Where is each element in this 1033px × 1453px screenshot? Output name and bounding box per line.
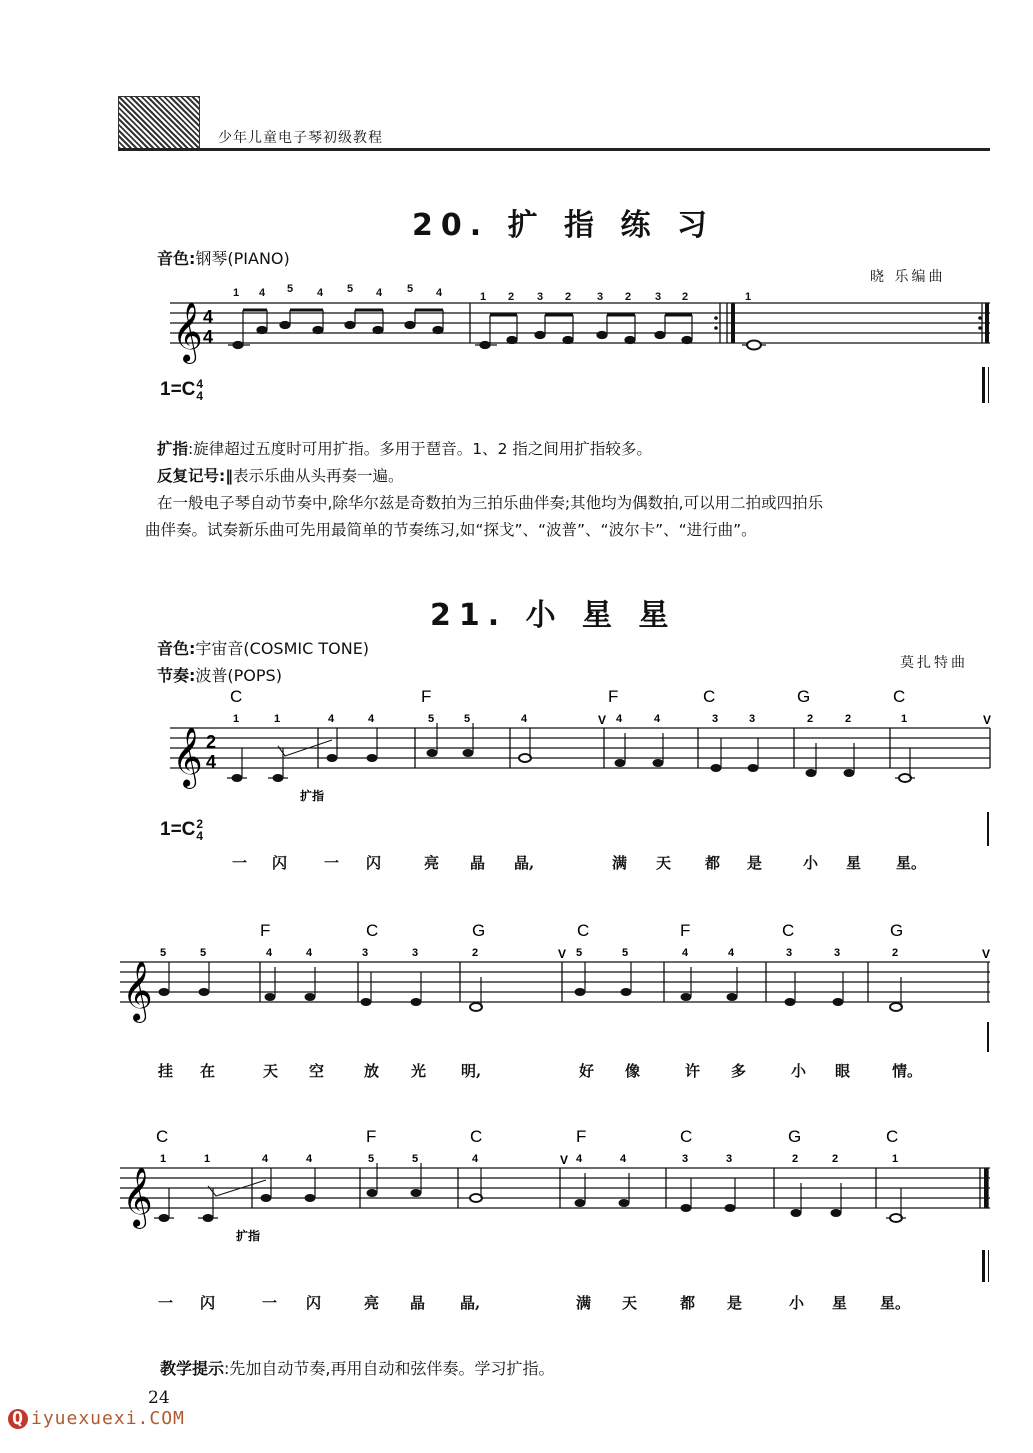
lyric-syllable: 天: [656, 854, 672, 872]
fingering: 5: [622, 947, 629, 959]
lyric-syllable: 像: [625, 1062, 641, 1080]
lyric-syllable: 天: [263, 1062, 279, 1080]
chord-symbol: F: [608, 687, 619, 706]
chord-symbol: C: [782, 921, 795, 940]
section20-key: [160, 378, 203, 402]
fingering: 1: [892, 1153, 899, 1165]
note-head: [615, 759, 626, 767]
section20-title: 20. 扩 指 练 习: [412, 208, 715, 243]
final-barline-thin: [988, 367, 989, 403]
paragraph-line: 曲伴奏。试奏新乐曲可先用最简单的节奏练习,如“探戈”、“波普”、“波尔卡”、“进行曲”。: [145, 521, 757, 539]
voice-value: 宇宙音(COSMIC TONE): [195, 639, 370, 658]
note-head: [791, 1209, 802, 1217]
note-head: [159, 1214, 170, 1222]
lyric-syllable: 晶: [470, 854, 486, 872]
lyric-syllable: 是: [727, 1294, 743, 1312]
fingering: 1: [745, 291, 752, 303]
chord-symbol: F: [421, 687, 432, 706]
fingering: 1: [480, 291, 487, 303]
time-sig-bottom: 4: [203, 327, 214, 347]
fingering: 5: [160, 947, 167, 959]
lyric-syllable: 多: [731, 1062, 747, 1080]
fingering: 1: [274, 713, 281, 725]
key-time-den: 4: [196, 829, 204, 843]
note-head: [575, 1199, 586, 1207]
fingering: 1: [901, 713, 908, 725]
header-title: 少年儿童电子琴初级教程: [218, 130, 383, 146]
chord-symbol: C: [886, 1127, 899, 1146]
fingering: 3: [597, 291, 604, 303]
chord-symbol: G: [788, 1127, 802, 1146]
fingering: 5: [412, 1153, 419, 1165]
section21-rhythm: [157, 663, 282, 686]
teaching-tip: [160, 1356, 555, 1379]
tip-label: 教学提示: [160, 1359, 225, 1378]
lyric-syllable: 小: [791, 1062, 807, 1080]
note-head: [273, 774, 284, 782]
staff-lines: [120, 1168, 990, 1208]
breath-mark-icon: V: [982, 947, 991, 961]
lyric-syllable: 星: [832, 1294, 848, 1312]
fingering: 1: [233, 713, 240, 725]
staff-lines: [170, 728, 990, 768]
note-head: [305, 993, 316, 1001]
fingering: 1: [233, 287, 240, 299]
breath-mark-icon: V: [983, 713, 992, 727]
section20-composer: 晓 乐编曲: [870, 269, 946, 285]
lyric-syllable: 闪: [272, 854, 288, 872]
note-head: [265, 993, 276, 1001]
fingering: 4: [620, 1153, 627, 1165]
page-number: 24: [148, 1388, 170, 1408]
time-sig-bottom: 4: [206, 752, 217, 772]
fingering: 2: [565, 291, 572, 303]
fingering: 3: [726, 1153, 733, 1165]
fingering: 5: [407, 283, 414, 295]
time-sig-top: 2: [206, 732, 217, 752]
fingering: 4: [368, 713, 375, 725]
fingering: 2: [807, 713, 814, 725]
note-head: [470, 1003, 482, 1011]
chord-symbol: C: [577, 921, 590, 940]
note-head: [199, 988, 210, 996]
fingering: 5: [464, 713, 471, 725]
fingering: 2: [832, 1153, 839, 1165]
lyric-syllable: 好: [579, 1062, 595, 1080]
fingering: 2: [892, 947, 899, 959]
final-barline-thin: [988, 1250, 989, 1282]
lyric-syllable: 一: [232, 854, 248, 872]
lyric-syllable: 满: [612, 854, 628, 872]
fingering: 4: [576, 1153, 583, 1165]
lyrics-line2: [0, 1060, 1033, 1082]
paragraph-line: 在一般电子琴自动节奏中,除华尔兹是奇数拍为三拍乐曲伴奏;其他均为偶数拍,可以用二拍或四拍乐: [157, 494, 824, 512]
chord-symbol: C: [703, 687, 716, 706]
section21-staff-line2: [120, 922, 995, 1022]
tip-text: :先加自动节奏,再用自动和弦伴奏。学习扩指。: [224, 1359, 555, 1378]
note-head: [681, 993, 692, 1001]
fingering: 3: [537, 291, 544, 303]
chord-symbol: F: [260, 921, 271, 940]
section21-composer: 莫扎特曲: [900, 655, 968, 671]
note-head: [411, 998, 422, 1006]
lyric-syllable: 闪: [366, 854, 382, 872]
line-end-bar: [987, 812, 989, 846]
note-head: [785, 998, 796, 1006]
lyric-syllable: 亮: [424, 854, 440, 872]
voice-label: 音色:: [157, 639, 196, 658]
note-head: [411, 1189, 422, 1197]
key-time-num: 2: [196, 817, 204, 831]
repeat-desc: 表示乐曲从头再奏一遍。: [232, 467, 404, 485]
breath-mark-icon: V: [560, 1153, 569, 1167]
lyric-syllable: 满: [576, 1294, 592, 1312]
fingering: 5: [347, 283, 354, 295]
lyric-syllable: 一: [158, 1294, 174, 1312]
watermark: [8, 1408, 185, 1429]
note-head: [806, 769, 817, 777]
treble-clef-icon: 𝄞: [172, 728, 203, 786]
note-head: [261, 1194, 272, 1202]
section21-key: [160, 818, 203, 842]
key-time-num: 4: [196, 377, 204, 391]
note-head: [367, 1189, 378, 1197]
treble-clef-icon: 𝄞: [122, 1168, 153, 1226]
chord-symbol: G: [797, 687, 811, 706]
stretch-desc: :旋律超过五度时可用扩指。多用于琶音。1、2 指之间用扩指较多。: [188, 440, 652, 458]
lyric-syllable: 一: [324, 854, 340, 872]
repeat-sign-icon: :‖: [219, 467, 233, 485]
note-head: [327, 754, 338, 762]
chord-symbol: C: [366, 921, 379, 940]
chord-symbol: G: [890, 921, 904, 940]
note-head: [727, 993, 738, 1001]
lyric-syllable: 许: [685, 1062, 701, 1080]
fingering: 2: [845, 713, 852, 725]
lyric-syllable: 小: [789, 1294, 805, 1312]
note-head: [725, 1204, 736, 1212]
lyrics-line3: [0, 1292, 1033, 1314]
time-sig-top: 4: [203, 307, 214, 327]
lyric-syllable: 都: [680, 1294, 696, 1312]
fingering: 4: [682, 947, 689, 959]
lyric-syllable: 光: [411, 1062, 427, 1080]
lyric-syllable: 是: [747, 854, 763, 872]
note-head: [833, 998, 844, 1006]
section21-title: 21. 小 星 星: [430, 598, 677, 633]
fingering: 3: [786, 947, 793, 959]
breath-mark-icon: V: [558, 947, 567, 961]
fingering: 4: [306, 1153, 313, 1165]
fingering: 2: [472, 947, 479, 959]
watermark-text: iyuexuexi.COM: [31, 1408, 185, 1429]
explanation-text: [145, 436, 997, 544]
fingering: 4: [306, 947, 313, 959]
note-head: [890, 1214, 902, 1222]
lyric-syllable: 星。: [880, 1294, 911, 1312]
rhythm-label: 节奏:: [157, 666, 196, 685]
note-head: [711, 764, 722, 772]
fingering: 3: [362, 947, 369, 959]
note-head: [361, 998, 372, 1006]
fingering: 3: [712, 713, 719, 725]
voice-value: 钢琴(PIANO): [195, 249, 290, 268]
fingering: 3: [749, 713, 756, 725]
note-head: [890, 1003, 902, 1011]
key-label: 1=C: [160, 379, 196, 401]
note-head: [681, 1204, 692, 1212]
lyrics-line1: [0, 852, 1033, 874]
breath-mark-icon: V: [598, 713, 607, 727]
stretch-term: 扩指: [157, 440, 189, 458]
fingering: 5: [287, 283, 294, 295]
lyric-syllable: 天: [622, 1294, 638, 1312]
note-head: [305, 1194, 316, 1202]
fingering: 2: [508, 291, 515, 303]
fingering: 4: [262, 1153, 269, 1165]
fingering: 2: [682, 291, 689, 303]
section21-staff-line1: [170, 688, 995, 808]
lyric-syllable: 晶,: [514, 854, 535, 872]
chord-symbol: C: [893, 687, 906, 706]
fingering: 4: [616, 713, 623, 725]
chord-symbol: C: [470, 1127, 483, 1146]
fingering: 5: [428, 713, 435, 725]
fingering: 1: [204, 1153, 211, 1165]
fingering: 4: [521, 713, 528, 725]
staff-lines: [120, 962, 990, 1002]
stretch-label: 扩指: [300, 789, 325, 803]
treble-clef-icon: 𝄞: [172, 303, 203, 361]
stretch-label: 扩指: [236, 1229, 261, 1243]
section21-staff-line3: [120, 1128, 995, 1248]
fingering: 4: [654, 713, 661, 725]
lyric-syllable: 小: [803, 854, 819, 872]
note-head: [899, 774, 911, 782]
note-head: [367, 754, 378, 762]
lyric-syllable: 在: [200, 1062, 216, 1080]
chord-symbol: F: [366, 1127, 377, 1146]
section20-staff: [170, 283, 995, 363]
lyric-syllable: 亮: [364, 1294, 380, 1312]
fingering: 3: [412, 947, 419, 959]
fingering: 4: [436, 287, 443, 299]
chord-symbol: G: [472, 921, 486, 940]
chord-symbol: C: [156, 1127, 169, 1146]
fingering: 4: [376, 287, 383, 299]
fingering: 4: [328, 713, 335, 725]
fingering: 1: [160, 1153, 167, 1165]
note-head: [427, 749, 438, 757]
fingering: 4: [266, 947, 273, 959]
treble-clef-icon: 𝄞: [122, 962, 153, 1020]
lyric-syllable: 一: [262, 1294, 278, 1312]
fingering: 3: [834, 947, 841, 959]
lyric-syllable: 晶: [410, 1294, 426, 1312]
lyric-syllable: 眼: [835, 1062, 851, 1080]
lyric-syllable: 明,: [461, 1062, 482, 1080]
fingering: 2: [792, 1153, 799, 1165]
lyric-syllable: 星: [846, 854, 862, 872]
note-head: [844, 769, 855, 777]
fingering: 3: [682, 1153, 689, 1165]
fingering: 5: [368, 1153, 375, 1165]
line-end-bar: [987, 1022, 989, 1052]
note-head: [619, 1199, 630, 1207]
final-barline: [982, 367, 985, 403]
final-barline: [984, 1168, 988, 1208]
key-label: 1=C: [160, 819, 196, 841]
fingering: 4: [317, 287, 324, 299]
section21-voice: [157, 636, 369, 659]
lyric-syllable: 星。: [896, 854, 927, 872]
chord-symbol: C: [230, 687, 243, 706]
fingering: 5: [200, 947, 207, 959]
note-head: [519, 754, 531, 762]
note-head: [653, 759, 664, 767]
lyric-syllable: 闪: [306, 1294, 322, 1312]
chord-symbol: F: [576, 1127, 587, 1146]
voice-label: 音色:: [157, 249, 196, 268]
rhythm-value: 波普(POPS): [195, 666, 282, 685]
note-head: [831, 1209, 842, 1217]
lyric-syllable: 闪: [200, 1294, 216, 1312]
note-head: [748, 764, 759, 772]
watermark-q-icon: Q: [8, 1409, 28, 1429]
fingering: 4: [728, 947, 735, 959]
note-head: [159, 988, 170, 996]
fingering: 2: [625, 291, 632, 303]
lyric-syllable: 放: [364, 1062, 380, 1080]
section20-voice: [157, 246, 290, 269]
final-barline: [982, 1250, 985, 1282]
lyric-syllable: 挂: [158, 1062, 174, 1080]
lyric-syllable: 都: [705, 854, 721, 872]
lyric-syllable: 晶,: [460, 1294, 481, 1312]
lyric-syllable: 空: [309, 1062, 325, 1080]
note-head: [203, 1214, 214, 1222]
note-head: [232, 774, 243, 782]
note-head: [463, 749, 474, 757]
repeat-term: 反复记号: [157, 467, 220, 485]
key-time-den: 4: [196, 389, 204, 403]
note-head: [470, 1194, 482, 1202]
fingering: 5: [576, 947, 583, 959]
chord-symbol: F: [680, 921, 691, 940]
lyric-syllable: 情。: [892, 1062, 923, 1080]
fingering: 4: [472, 1153, 479, 1165]
fingering: 4: [259, 287, 266, 299]
fingering: 3: [655, 291, 662, 303]
chord-symbol: C: [680, 1127, 693, 1146]
note-head: [621, 988, 632, 996]
note-head: [575, 988, 586, 996]
